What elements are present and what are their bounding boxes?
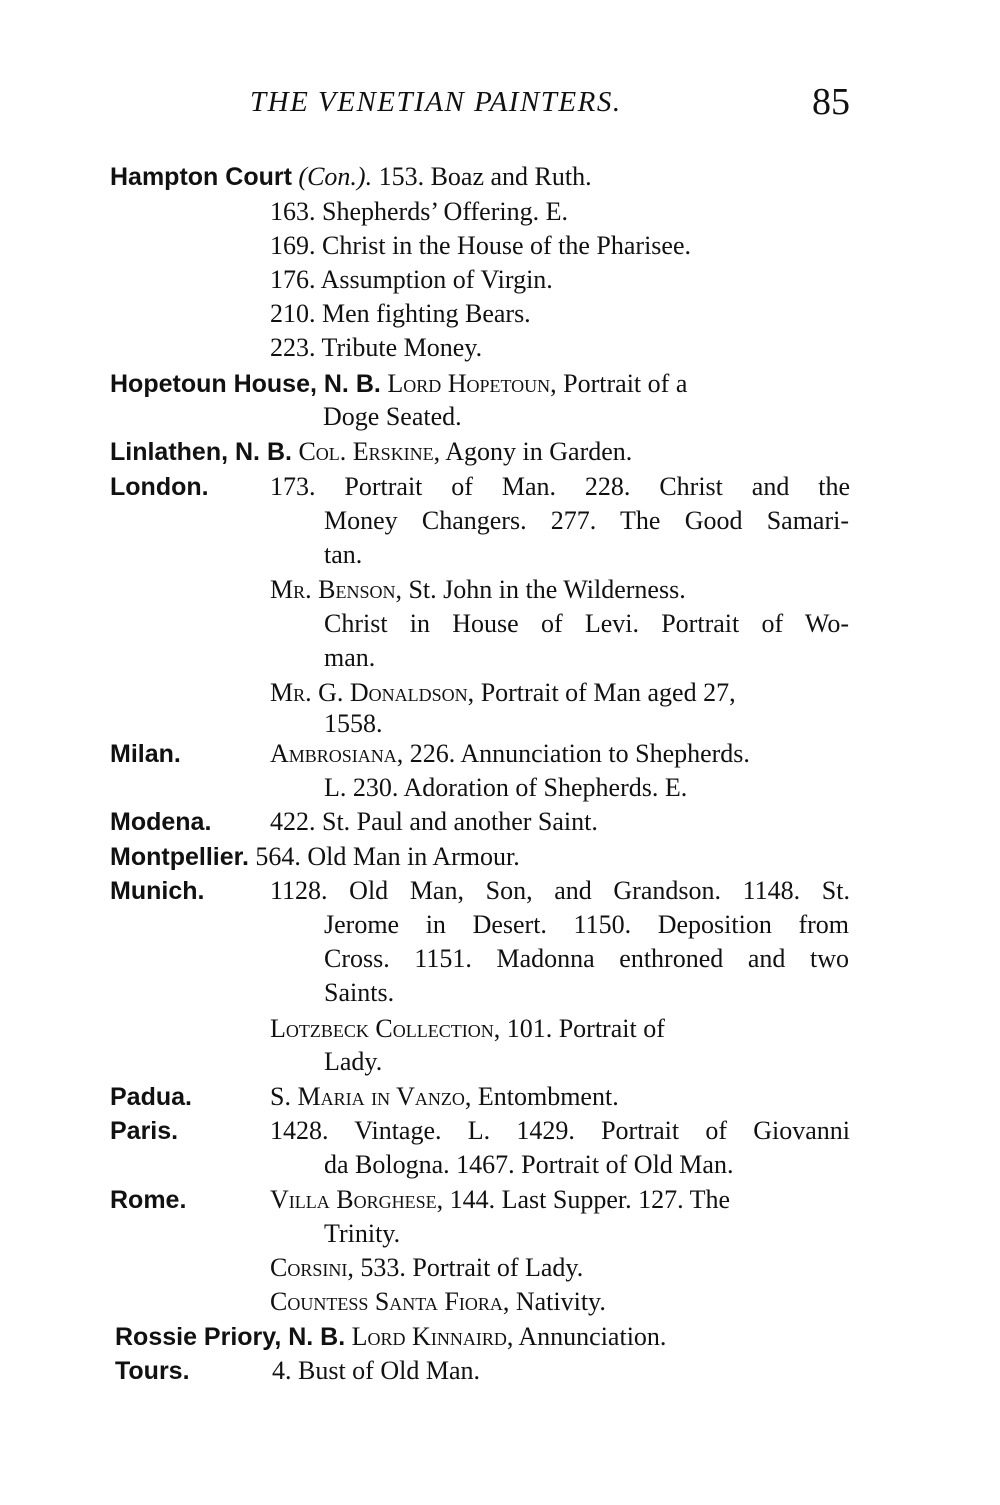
text-line: 169. Christ in the House of the Pharisee. (270, 231, 691, 260)
entry-munich-place (110, 874, 204, 908)
place-name: Modena. (110, 808, 212, 836)
text-line: Jerome in Desert. 1150. Deposition from (324, 910, 849, 939)
entry-montpellier: Montpellier. 564. Old Man in Armour. (110, 842, 520, 871)
text-line: 173. Portrait of Man. 228. Christ and the (270, 472, 850, 501)
text-line: Cross. 1151. Madonna enthroned and two (324, 944, 849, 973)
entry-milan: Ambrosiana, 226. Annunciation to Shepherds. (270, 739, 750, 768)
entry-countess: Countess Santa Fiora, Nativity. (270, 1287, 606, 1316)
text-line: man. (324, 643, 376, 672)
text-line: Doge Seated. (323, 402, 462, 431)
entry-donaldson: Mr. G. Donaldson, Portrait of Man aged 27, (270, 678, 736, 707)
place-name: Padua. (110, 1083, 192, 1111)
text-line: 1128. Old Man, Son, and Grandson. 1148. St. (270, 876, 850, 905)
entry-padua: S. Maria in Vanzo, Entombment. (270, 1082, 619, 1111)
text-line: Trinity. (324, 1219, 401, 1248)
text-line: 210. Men fighting Bears. (270, 299, 531, 328)
text-line: tan. (324, 540, 363, 569)
entry-milan-place (110, 737, 181, 771)
entry-rome-place (110, 1183, 186, 1217)
entry-paris-place (110, 1114, 178, 1148)
text-line: 1428. Vintage. L. 1429. Portrait of Giovanni (270, 1116, 850, 1145)
place-name: Milan. (110, 740, 181, 768)
place-name: Rome. (110, 1186, 187, 1214)
text-line: 223. Tribute Money. (270, 333, 483, 362)
text-line: Money Changers. 277. The Good Samari- (324, 506, 849, 535)
text-line: L. 230. Adoration of Shepherds. E. (324, 773, 688, 802)
entry-hopetoun-house: Hopetoun House, N. B. Lord Hopetoun, Portrait of a (110, 369, 688, 398)
entry-rossie-priory: Rossie Priory, N. B. Lord Kinnaird, Annunciation. (115, 1322, 667, 1351)
text-line: 176. Assumption of Virgin. (270, 265, 553, 294)
place-name: Montpellier. (110, 843, 249, 871)
entry-lotzbeck: Lotzbeck Collection, 101. Portrait of (270, 1014, 665, 1043)
entry-hampton-court: Hampton Court (Con.). 153. Boaz and Ruth. (110, 162, 592, 191)
running-header: THE VENETIAN PAINTERS. (250, 86, 622, 118)
place-name: Linlathen, N. B. (110, 438, 292, 466)
text-line: Saints. (324, 978, 395, 1007)
text-line: 1558. (324, 709, 383, 738)
text-line: 4. Bust of Old Man. (272, 1356, 480, 1385)
place-name: Munich. (110, 877, 205, 905)
place-name: Paris. (110, 1117, 179, 1145)
entry-linlathen: Linlathen, N. B. Col. Erskine, Agony in Garden. (110, 437, 633, 466)
entry-corsini: Corsini, 533. Portrait of Lady. (270, 1253, 584, 1282)
entry-rome: Villa Borghese, 144. Last Supper. 127. The (270, 1185, 731, 1214)
entry-modena-place (110, 805, 211, 839)
page-number: 85 (812, 81, 850, 123)
text-line: 422. St. Paul and another Saint. (270, 807, 598, 836)
place-name: London. (110, 473, 209, 501)
place-name: Tours. (115, 1357, 190, 1385)
text-line: 163. Shepherds’ Offering. E. (270, 197, 568, 226)
entry-padua-place (110, 1080, 192, 1114)
text-line: Christ in House of Levi. Portrait of Wo- (324, 609, 849, 638)
text-line: Lady. (324, 1047, 383, 1076)
entry-benson: Mr. Benson, St. John in the Wilderness. (270, 575, 686, 604)
place-name: Hampton Court (110, 163, 292, 191)
entry-tours-place (115, 1354, 190, 1388)
text-line: da Bologna. 1467. Portrait of Old Man. (324, 1150, 734, 1179)
place-name: Rossie Priory, N. B. (115, 1323, 346, 1351)
place-name: Hopetoun House, N. B. (110, 370, 381, 398)
